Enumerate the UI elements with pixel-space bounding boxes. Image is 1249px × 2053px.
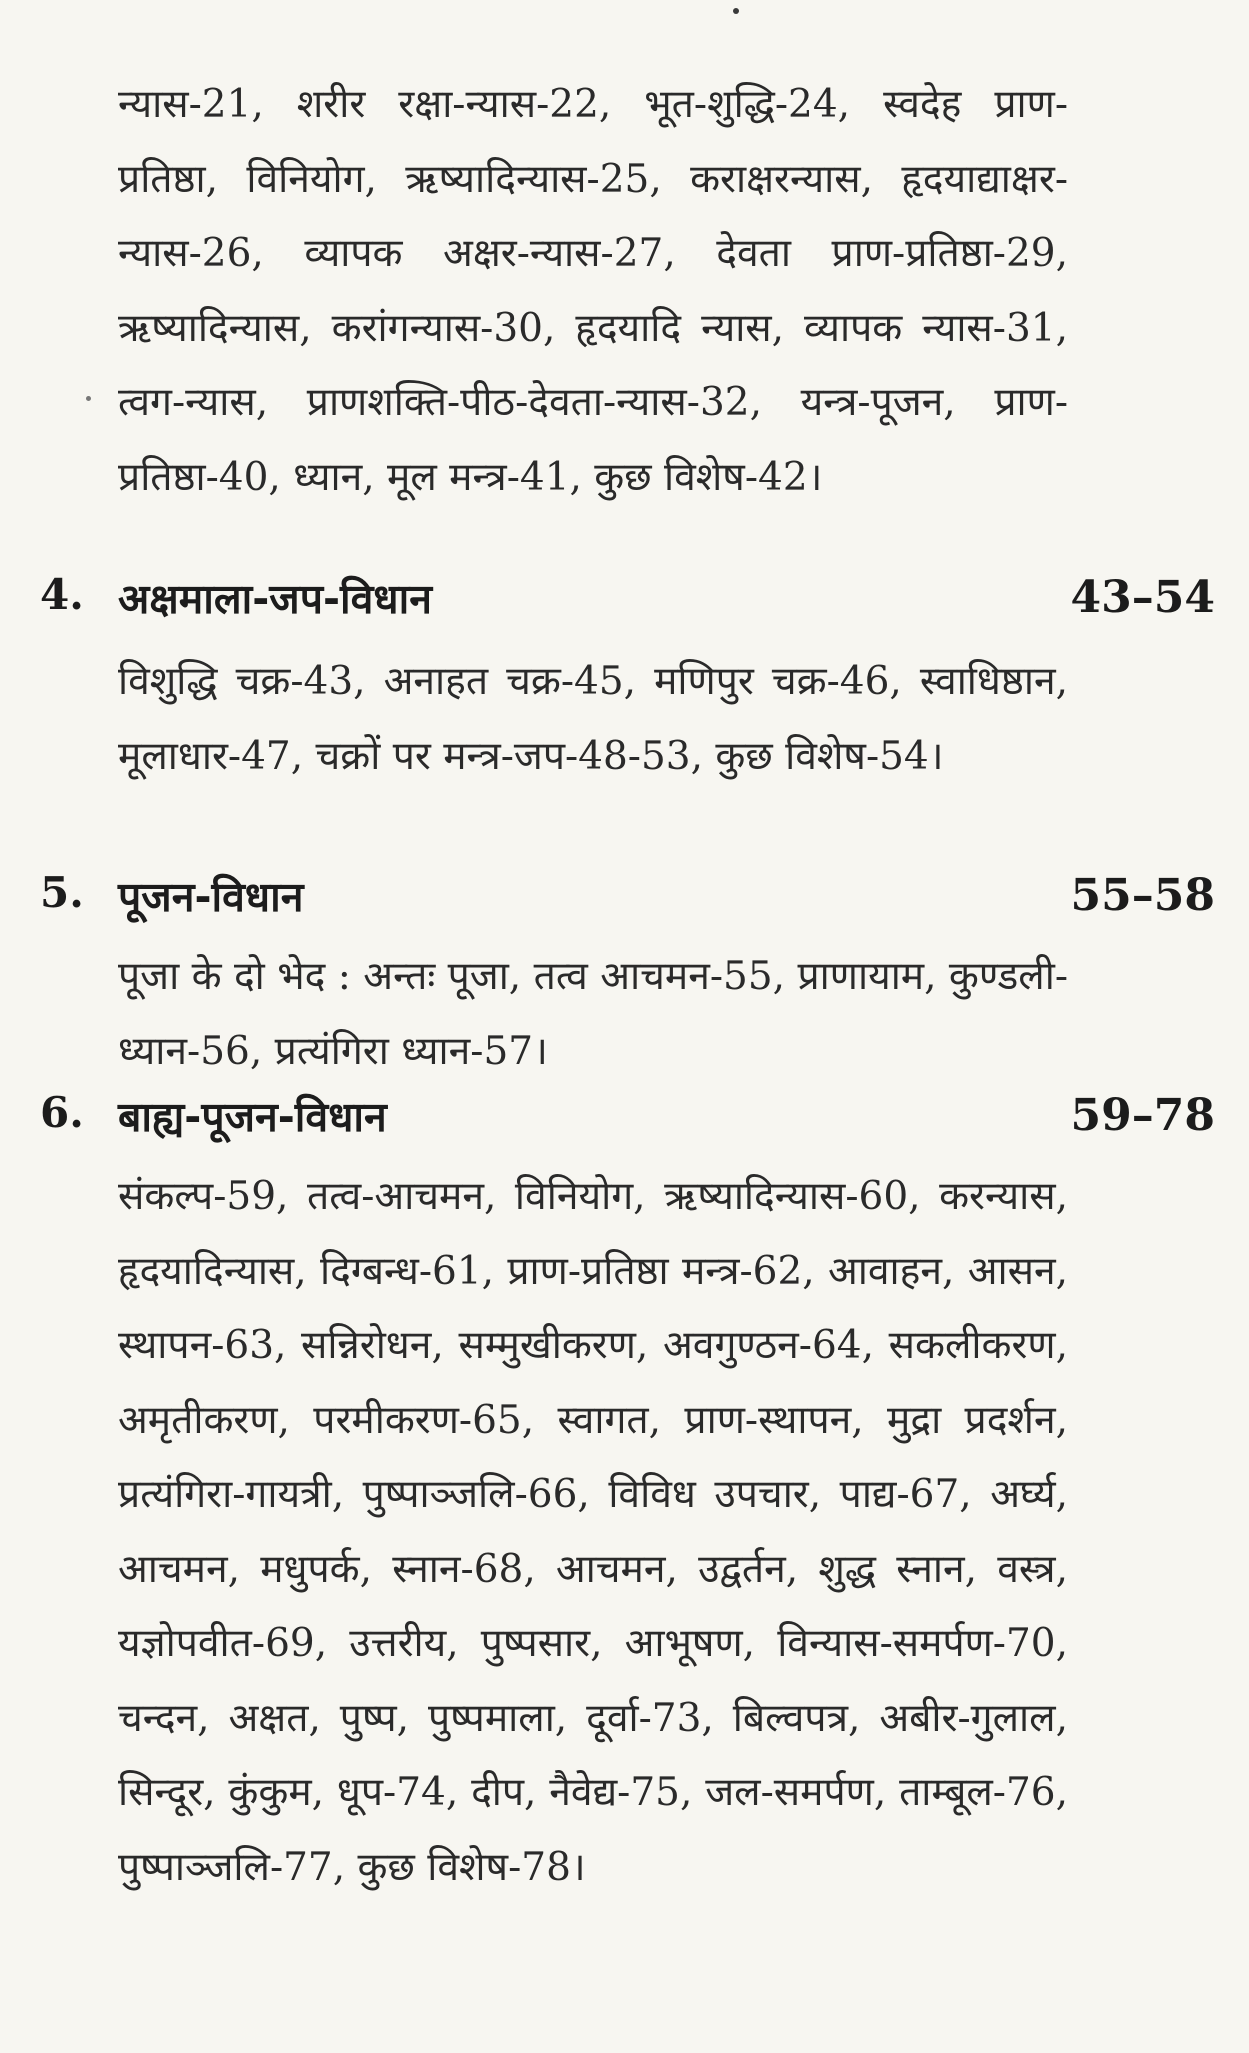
- chapter-4-contents: विशुद्धि चक्र-43, अनाहत चक्र-45, मणिपुर चक्र-46, स्वाधिष्ठान, मूलाधार-47, चक्रों पर मन्त्र-जप-48-53, कुछ विशेष-54।: [118, 659, 1068, 779]
- chapter-page-range: 55–58: [1070, 870, 1215, 921]
- intro-paragraph: न्यास-21, शरीर रक्षा-न्यास-22, भूत-शुद्धि-24, स्वदेह प्राण- प्रतिष्ठा, विनियोग, ऋष्यादिन्यास-25, कराक्षरन्यास, हृदयाद्याक्षर-न्यास-26, व्यापक अक्षर-न्यास-27, देवता प्राण-प्रतिष्ठा-29, ऋष्यादिन्यास, करांगन्यास-30, हृदयादि न्यास, व्यापक न्यास-31, त्वग-न्यास, प्राणशक्ति-पीठ-देवता-न्यास-32, यन्त्र-पूजन, प्राण-प्रतिष्ठा-40, ध्यान, मूल मन्त्र-41, कुछ विशेष-42।: [118, 82, 1068, 500]
- chapter-title: पूजन-विधान: [118, 873, 304, 921]
- chapter-title: बाह्य-पूजन-विधान: [118, 1093, 387, 1141]
- chapter-page-range: 59–78: [1070, 1090, 1215, 1141]
- print-speck: [733, 8, 739, 14]
- chapter-heading-4: [40, 570, 1215, 634]
- chapter-number: 6.: [40, 1088, 84, 1137]
- print-dot: [86, 396, 91, 401]
- chapter-heading-6: [40, 1088, 1215, 1152]
- chapter-title: अक्षमाला-जप-विधान: [118, 575, 433, 623]
- chapter-5-contents: पूजा के दो भेद : अन्तः पूजा, तत्व आचमन-55, प्राणायाम, कुण्डली-ध्यान-56, प्रत्यंगिरा ध्यान-57।: [118, 954, 1068, 1074]
- chapter-heading-5: [40, 868, 1215, 932]
- chapter-number: 4.: [40, 570, 84, 619]
- chapter-number: 5.: [40, 868, 84, 917]
- chapter-6-contents: संकल्प-59, तत्व-आचमन, विनियोग, ऋष्यादिन्यास-60, करन्यास, हृदयादिन्यास, दिग्बन्ध-61, प्राण-प्रतिष्ठा मन्त्र-62, आवाहन, आसन, स्थापन-63, सन्निरोधन, सम्मुखीकरण, अवगुण्ठन-64, सकलीकरण, अमृतीकरण, परमीकरण-65, स्वागत, प्राण-स्थापन, मुद्रा प्रदर्शन, प्रत्यंगिरा-गायत्री, पुष्पाञ्जलि-66, विविध उपचार, पाद्य-67, अर्घ्य, आचमन, मधुपर्क, स्नान-68, आचमन, उद्वर्तन, शुद्ध स्नान, वस्त्र, यज्ञोपवीत-69, उत्तरीय, पुष्पसार, आभूषण, विन्यास-समर्पण-70, चन्दन, अक्षत, पुष्प, पुष्पमाला, दूर्वा-73, बिल्वपत्र, अबीर-गुलाल, सिन्दूर, कुंकुम, धूप-74, दीप, नैवेद्य-75, जल-समर्पण, ताम्बूल-76, पुष्पाञ्जलि-77, कुछ विशेष-78।: [118, 1174, 1068, 1890]
- chapter-page-range: 43–54: [1070, 572, 1215, 623]
